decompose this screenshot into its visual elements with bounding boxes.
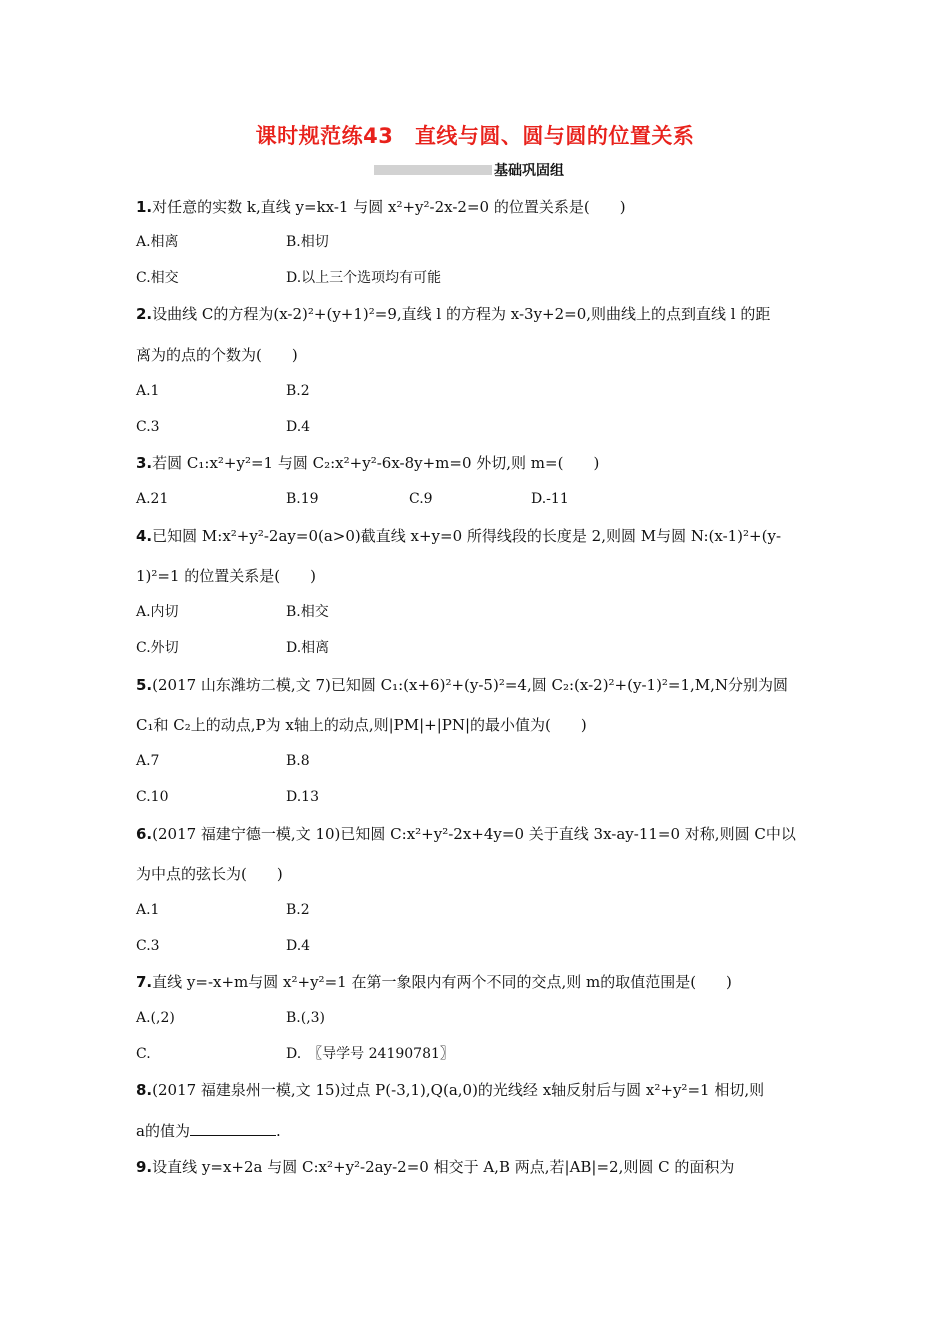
option-c: C.相交 <box>136 270 179 286</box>
option-b: B.相切 <box>286 234 329 250</box>
question-4-cont: 1)²=1 的位置关系是( ) <box>136 567 316 585</box>
option-a: A.1 <box>136 902 160 918</box>
question-text: 对任意的实数 k,直线 y=kx-1 与圆 x²+y²-2x-2=0 的位置关系是( ) <box>152 198 626 216</box>
question-8-cont <box>136 1121 281 1141</box>
question-text: (2017 福建宁德一模,文 10)已知圆 C:x²+y²-2x+4y=0 关于直线 3x-ay-11=0 对称,则圆 C中以 <box>152 825 796 843</box>
option-b: B.2 <box>286 383 310 399</box>
option-d: D. 〖导学号 24190781〗 <box>286 1046 454 1062</box>
question-text: 已知圆 M:x²+y²-2ay=0(a>0)截直线 x+y=0 所得线段的长度是 2,则圆 M与圆 N:(x-1)²+(y- <box>152 527 782 545</box>
option-c: C.3 <box>136 419 160 435</box>
question-number: 7. <box>136 973 153 991</box>
option-d: D.相离 <box>286 640 330 656</box>
question-9 <box>136 1157 734 1177</box>
question-text: 直线 y=-x+m与圆 x²+y²=1 在第一象限内有两个不同的交点,则 m的取值范围是( ) <box>152 973 732 991</box>
question-3 <box>136 453 599 473</box>
question-4 <box>136 526 781 546</box>
option-d: D.4 <box>286 938 311 954</box>
question-text: 设直线 y=x+2a 与圆 C:x²+y²-2ay-2=0 相交于 A,B 两点,若|AB|=2,则圆 C 的面积为 <box>152 1158 735 1176</box>
option-c: C.外切 <box>136 640 179 656</box>
question-2-cont: 离为的点的个数为( ) <box>136 346 298 364</box>
option-b: B.19 <box>286 491 319 507</box>
option-a: A.(,2) <box>136 1010 175 1026</box>
option-a: A.内切 <box>136 604 179 620</box>
answer-blank <box>190 1121 276 1136</box>
option-d: D.13 <box>286 789 319 805</box>
section-header <box>374 162 594 179</box>
question-7 <box>136 972 732 992</box>
option-b: B.8 <box>286 753 310 769</box>
question-number: 2. <box>136 305 153 323</box>
period: . <box>275 1122 281 1140</box>
question-8 <box>136 1080 764 1100</box>
section-label: 基础巩固组 <box>494 163 564 179</box>
option-a: A.7 <box>136 753 160 769</box>
option-c: C. <box>136 1046 151 1062</box>
question-5 <box>136 675 788 695</box>
question-number: 6. <box>136 825 153 843</box>
page-title: 课时规范练43 直线与圆、圆与圆的位置关系 <box>255 124 695 148</box>
option-c: C.9 <box>409 491 433 507</box>
question-1 <box>136 197 626 217</box>
question-2 <box>136 304 770 324</box>
option-d: D.以上三个选项均有可能 <box>286 270 442 286</box>
question-text: 设曲线 C的方程为(x-2)²+(y+1)²=9,直线 l 的方程为 x-3y+2=0,则曲线上的点到直线 l 的距 <box>152 305 771 323</box>
option-b: B.相交 <box>286 604 329 620</box>
question-number: 5. <box>136 676 153 694</box>
option-c: C.3 <box>136 938 160 954</box>
option-a: A.相离 <box>136 234 179 250</box>
question-text: (2017 福建泉州一模,文 15)过点 P(-3,1),Q(a,0)的光线经 x轴反射后与圆 x²+y²=1 相切,则 <box>152 1081 765 1099</box>
option-b: B.2 <box>286 902 310 918</box>
question-text: a的值为 <box>136 1122 190 1140</box>
question-5-cont: C₁和 C₂上的动点,P为 x轴上的动点,则|PM|+|PN|的最小值为( ) <box>136 716 587 734</box>
question-number: 8. <box>136 1081 153 1099</box>
question-number: 4. <box>136 527 153 545</box>
option-d: D.4 <box>286 419 311 435</box>
option-a: A.1 <box>136 383 160 399</box>
option-b: B.(,3) <box>286 1010 326 1026</box>
question-text: 若圆 C₁:x²+y²=1 与圆 C₂:x²+y²-6x-8y+m=0 外切,则 m=( ) <box>152 454 600 472</box>
question-text: (2017 山东潍坊二模,文 7)已知圆 C₁:(x+6)²+(y-5)²=4,圆 C₂:(x-2)²+(y-1)²=1,M,N分别为圆 <box>152 676 789 694</box>
option-a: A.21 <box>136 491 169 507</box>
question-number: 3. <box>136 454 153 472</box>
option-c: C.10 <box>136 789 169 805</box>
question-6 <box>136 824 796 844</box>
section-bar <box>374 165 492 175</box>
question-number: 9. <box>136 1158 153 1176</box>
question-6-cont: 为中点的弦长为( ) <box>136 865 283 883</box>
option-d: D.-11 <box>531 491 569 507</box>
question-number: 1. <box>136 198 153 216</box>
